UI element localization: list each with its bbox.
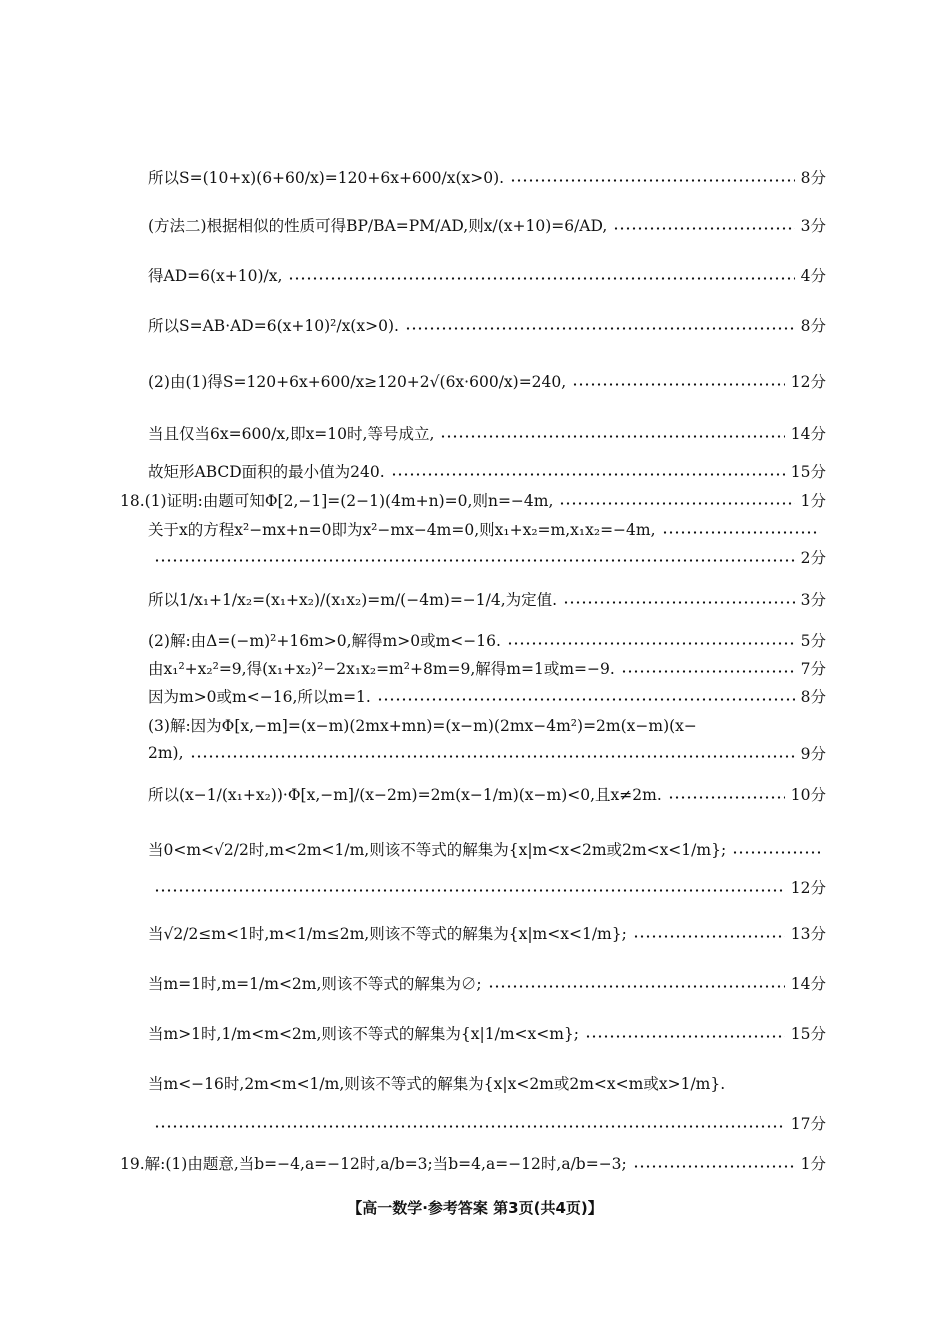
solution-line: 因为m>0或m<−16,所以m=1. 8分 [148,688,826,706]
solution-line: 当m>1时,1/m<m<2m,则该不等式的解集为{x|1/m<x<m}; 15分 [148,1025,826,1043]
solution-line: 所以S=AB·AD=6(x+10)²/x(x>0). 8分 [148,317,826,335]
solution-line: 故矩形ABCD面积的最小值为240. 15分 [148,463,826,481]
solution-line: (3)解:因为Φ[x,−m]=(x−m)(2mx+mn)=(x−m)(2mx−4m²)=2m(x−m)(x− [148,717,697,735]
solution-line: 12分 [148,876,826,898]
solution-line: 2分 [148,546,826,568]
solution-line: 所以(x−1/(x₁+x₂))·Φ[x,−m]/(x−2m)=2m(x−1/m)(x−m)<0,且x≠2m. 10分 [148,786,826,804]
solution-line: (2)由(1)得S=120+6x+600/x≥120+2√(6x·600/x)=240, 12分 [148,373,826,391]
solution-line: 18.(1)证明:由题可知Φ[2,−1]=(2−1)(4m+n)=0,则n=−4m, 1分 [120,492,826,510]
solution-line: 19.解:(1)由题意,当b=−4,a=−12时,a/b=3;当b=4,a=−12时,a/b=−3; 1分 [120,1155,826,1173]
page-footer: 【高一数学·参考答案 第3页(共4页)】 [347,1199,603,1217]
solution-line: 所以S=(10+x)(6+60/x)=120+6x+600/x(x>0). 8分 [148,169,826,187]
solution-line: 当且仅当6x=600/x,即x=10时,等号成立, 14分 [148,425,826,443]
solution-line: 当0<m<√2/2时,m<2m<1/m,则该不等式的解集为{x|m<x<2m或2m<x<1/m}; [148,838,826,860]
solution-line: 由x₁²+x₂²=9,得(x₁+x₂)²−2x₁x₂=m²+8m=9,解得m=1或m=−9. 7分 [148,660,826,678]
solution-line: 当m<−16时,2m<m<1/m,则该不等式的解集为{x|x<2m或2m<x<m或x>1/m}. [148,1075,726,1093]
solution-line: (2)解:由Δ=(−m)²+16m>0,解得m>0或m<−16. 5分 [148,632,826,650]
solution-line: 2m), 9分 [148,744,826,763]
solution-line: 所以1/x₁+1/x₂=(x₁+x₂)/(x₁x₂)=m/(−4m)=−1/4,为定值. 3分 [148,591,826,609]
solution-line: 得AD=6(x+10)/x, 4分 [148,267,826,285]
solution-line: (方法二)根据相似的性质可得BP/BA=PM/AD,则x/(x+10)=6/AD, 3分 [148,217,826,235]
solution-line: 当m=1时,m=1/m<2m,则该不等式的解集为∅; 14分 [148,975,826,993]
solution-line: 当√2/2≤m<1时,m<1/m≤2m,则该不等式的解集为{x|m<x<1/m}; 13分 [148,925,826,943]
solution-line: 关于x的方程x²−mx+n=0即为x²−mx−4m=0,则x₁+x₂=m,x₁x₂=−4m, [148,518,826,540]
solution-line: 17分 [148,1112,826,1134]
